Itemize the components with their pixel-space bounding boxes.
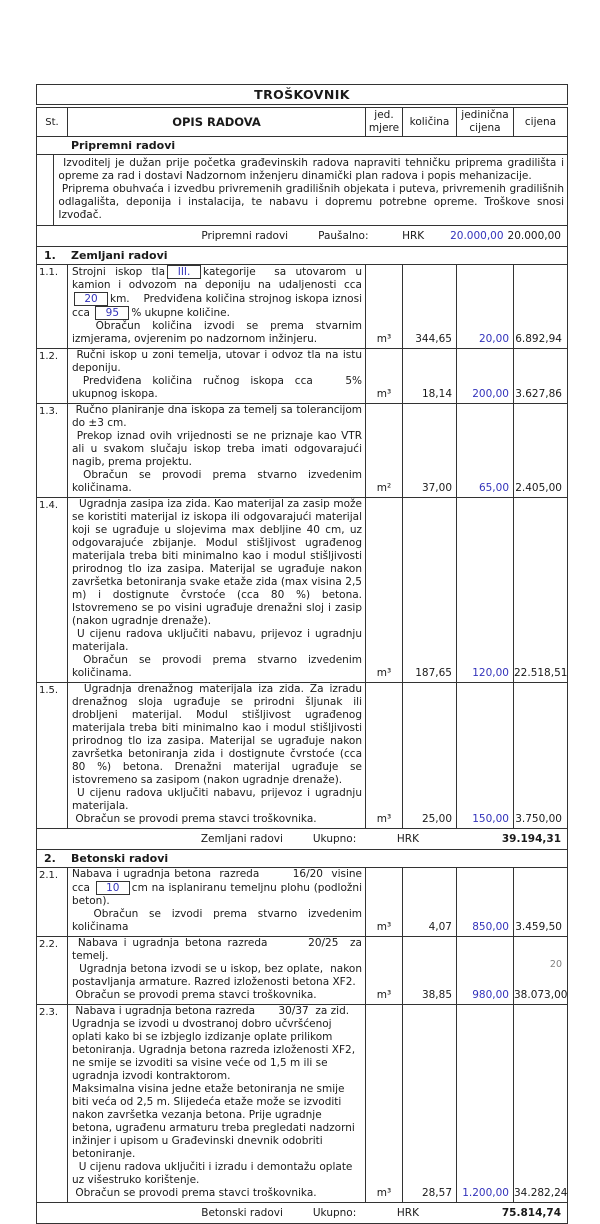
item-paragraph: Obračun se provodi prema stavci troškovnika.	[72, 1187, 317, 1199]
item-unit: m³	[365, 683, 402, 828]
col-header-quantity: količina	[402, 108, 456, 136]
item-paragraph: Prekop iznad ovih vrijednosti se ne priznaje kao VTR ali u svakom slučaju iskop treba imati odgovarajući nagib, prema projektu.	[72, 430, 366, 468]
item-unit-price: 20,00	[456, 265, 513, 348]
item-description	[67, 404, 365, 497]
item-unit: m³	[365, 868, 402, 936]
col-header-st: St.	[45, 116, 59, 128]
item-total-price: 22.518,51	[513, 498, 572, 682]
summary-currency: HRK	[396, 832, 419, 845]
item-paragraph: Nabava i ugradnja betona razreda 16/20 visine cca 10 cm na isplaniranu temeljnu plohu (podložni beton).	[72, 868, 366, 907]
item-number: 1.1.	[39, 267, 59, 278]
item-number: 1.2.	[39, 351, 59, 362]
item-row-2-2	[37, 936, 567, 1004]
item-paragraph: Obračun se provodi prema stvarno izvedenim količinama.	[72, 469, 366, 494]
col-header-unit: jed. mjere	[365, 108, 402, 136]
item-total-price: 2.405,00	[513, 404, 567, 497]
item-paragraph: Ručni iskop u zoni temelja, utovar i odvoz tla na istu deponiju.	[72, 349, 366, 374]
item-unit: m³	[365, 265, 402, 348]
section-header-betonski-radovi	[37, 849, 567, 867]
item-paragraph: Maksimalna visina jedne etaže betoniranja ne smije biti veća od 2,5 m. Slijedeća etaže može se izvoditi nakon završetka vezanja betona. Prije ugradnje betona, ugrađenu armaturu treba pregledati nadzorni inžinjer i upisom u Građevinski dnevnik odobriti betoniranje.	[72, 1083, 359, 1160]
item-paragraph: Ugradnja zasipa iza zida. Kao materijal za zasip može se koristiti materijal iz iskopa ili odgovarajući materijal koji se ugrađuje u slojevima max debljine 40 cm, uz odgovarajuće zbijanje. Modul stišljivost ugrađenog materijala treba biti minimalno kao i modul stišljivosti prirodnog tlo iza zasipa. Materijal se ugrađuje nakon završetka betoniranja svake etaže zida (max visina 2,5 m) i dostignute čvrstoće (cca 80 %) betona. Istovremeno se po visini ugrađuje drenažni sloj i zasip (nakon ugradnje drenaže).	[72, 498, 366, 627]
summary-currency: HRK	[402, 229, 425, 242]
item-paragraph: U cijenu radova uključiti i izradu i demontažu oplate uz višestruko korištenje.	[72, 1161, 356, 1186]
section-title: Zemljani radovi	[71, 249, 168, 262]
item-unit: m³	[365, 937, 402, 1004]
item-description	[67, 349, 379, 403]
item-description	[67, 868, 365, 936]
summary-total: 39.194,31	[501, 832, 561, 845]
summary-mode: Paušalno:	[318, 229, 369, 242]
cost-table	[36, 107, 568, 1224]
distance-km-field[interactable]: 20	[74, 292, 108, 306]
section-header-pripremni-radovi	[37, 136, 567, 154]
item-total-price: 34.282,24	[513, 1005, 572, 1202]
item-paragraph: Obračun količina izvodi se prema stvarnim izmjerama, ovjerenim po nadzornom inžinjeru.	[72, 320, 366, 345]
item-number: 1.5.	[39, 685, 59, 696]
section-number: 1.	[44, 249, 56, 262]
item-description	[67, 498, 365, 682]
item-quantity: 4,07	[402, 868, 456, 936]
section-number: 2.	[44, 852, 56, 865]
item-row-1-2	[37, 348, 567, 403]
col-header-opis-radova: OPIS RADOVA	[67, 108, 365, 136]
item-unit-price: 1.200,00	[456, 1005, 513, 1202]
item-paragraph: Ručno planiranje dna iskopa za temelj sa tolerancijom do ±3 cm.	[72, 404, 366, 429]
summary-row-pripremni	[37, 225, 567, 246]
item-total-price: 3.459,50	[513, 868, 567, 936]
item-quantity: 344,65	[402, 265, 456, 348]
item-total-price: 3.627,86	[513, 349, 567, 403]
table-header-row	[37, 108, 567, 136]
summary-label: Betonski radovi	[201, 1206, 283, 1219]
col-header-unit-price: jedinična cijena	[456, 108, 513, 136]
item-unit-price: 120,00	[456, 498, 513, 682]
section-title: Pripremni radovi	[71, 139, 176, 152]
summary-currency: HRK	[396, 1206, 419, 1219]
item-row-2-3	[37, 1004, 567, 1202]
item-number: 2.3.	[39, 1007, 59, 1018]
item-paragraph: Obračun se izvodi prema stvarno izvedenim količinama	[72, 908, 366, 933]
note-st-cell	[37, 155, 53, 225]
item-row-2-1	[37, 867, 567, 936]
item-number: 2.2.	[39, 939, 59, 950]
item-paragraph: Obračun se provodi prema stvarno izvedenim količinama.	[72, 654, 366, 679]
troskovnik-document	[36, 84, 568, 1224]
note-paragraph: Izvoditelj je dužan prije početka građevinskih radova napraviti tehničku priprema gradilišta i opreme za rad i dostavi Nadzornom inženjeru dinamički plan radova i popis mehanizacije.	[58, 157, 568, 182]
col-header-price: cijena	[513, 108, 567, 136]
page-number: 20	[549, 959, 562, 970]
document-title: TROŠKOVNIK	[36, 84, 568, 105]
item-paragraph: Strojni iskop tla III. kategorije sa utovarom u kamion i odvozom na deponiju na udaljenosti cca 20 km. Predviđena količina strojnog iskopa iznosi cca 95 % ukupne količine.	[72, 266, 369, 319]
summary-total: 75.814,74	[501, 1206, 561, 1219]
item-paragraph: Predviđena količina ručnog iskopa cca 5% ukupnog iskopa.	[72, 375, 379, 400]
summary-label: Zemljani radovi	[200, 832, 283, 845]
item-unit: m³	[365, 1005, 402, 1202]
summary-total: 20.000,00	[507, 229, 561, 242]
item-paragraph: Ugradnja betona izvodi se u iskop, bez oplate, nakon postavljanja armature. Razred izloženosti betona XF2.	[72, 963, 366, 988]
summary-label: Pripremni radovi	[201, 229, 289, 242]
item-unit: m³	[365, 498, 402, 682]
item-paragraph: U cijenu radova uključiti nabavu, prijevoz i ugradnju materijala.	[72, 628, 366, 653]
item-quantity: 187,65	[402, 498, 456, 682]
item-total-price: 6.892,94	[513, 265, 567, 348]
thickness-cm-field[interactable]: 10	[96, 881, 130, 895]
item-paragraph: Obračun se provodi prema stavci troškovnika.	[72, 813, 317, 825]
percent-field[interactable]: 95	[95, 306, 129, 320]
item-row-1-5	[37, 682, 567, 828]
item-description	[67, 1005, 365, 1202]
item-quantity: 37,00	[402, 404, 456, 497]
item-paragraph: Nabava i ugradnja betona razreda 20/25 za temelj.	[72, 937, 366, 962]
item-paragraph: Ugradnja drenažnog materijala iza zida. Za izradu drenažnog sloja ugrađuje se prirodni šljunak ili drobljeni materijal. Modul stišljivost ugrađenog materijala treba biti minimalno kao i modul stišljivosti prirodnog tlo iza zasipa. Materijal se ugrađuje nakon završetka betoniranja zida i dostignute čvrstoće (cca 80 %) betona. Drenažni materijal ugrađuje se istovremeno sa zasipom (nakon ugradnje drenaže).	[72, 683, 366, 786]
item-paragraph: U cijenu radova uključiti nabavu, prijevoz i ugradnju materijala.	[72, 787, 366, 812]
item-unit-price: 150,00	[456, 683, 513, 828]
item-quantity: 25,00	[402, 683, 456, 828]
item-paragraph: Obračun se provodi prema stavci troškovnika.	[72, 989, 317, 1001]
item-unit: m³	[365, 349, 402, 403]
item-total-price: 38.073,00	[513, 937, 572, 1004]
note-paragraph: Priprema obuhvaća i izvedbu privremenih gradilišnih objekata i puteva, privremenih gradilišnih odlagališta, deponija i instalacija, te nabavu i dopremu potrebne opreme. Troškove snosi Izvođač.	[58, 183, 568, 221]
item-unit-price: 850,00	[456, 868, 513, 936]
item-description	[67, 265, 369, 348]
section-title: Betonski radovi	[71, 852, 169, 865]
item-row-1-3	[37, 403, 567, 497]
item-paragraph: Ugradnja se izvodi u dvostranoj dobro učvršćenoj oplati kako bi se izbjeglo izdizanje oplate prilikom betoniranja. Ugradnja betona razreda izloženosti XF2, ne smije se izvoditi sa visine veće od 1,5 m ili se ugradnja izvodi kontraktorom.	[72, 1018, 359, 1082]
item-total-price: 3.750,00	[513, 683, 567, 828]
soil-category-field[interactable]: III.	[167, 265, 201, 279]
section-header-zemljani-radovi	[37, 246, 567, 264]
note-text	[53, 155, 567, 225]
item-quantity: 18,14	[402, 349, 456, 403]
item-quantity: 28,57	[402, 1005, 456, 1202]
item-row-1-1	[37, 264, 567, 348]
item-row-1-4	[37, 497, 567, 682]
summary-mode: Ukupno:	[312, 832, 357, 845]
item-number: 2.1.	[39, 870, 59, 881]
summary-row-betonski	[37, 1202, 567, 1223]
item-unit-price: 980,00	[456, 937, 513, 1004]
item-unit: m²	[365, 404, 402, 497]
item-unit-price: 65,00	[456, 404, 513, 497]
item-description	[67, 937, 365, 1004]
item-unit-price: 200,00	[456, 349, 513, 403]
item-paragraph: Nabava i ugradnja betona razreda 30/37 za zid.	[72, 1005, 350, 1017]
item-quantity: 38,85	[402, 937, 456, 1004]
pripremni-note-row	[37, 154, 567, 225]
summary-mode: Ukupno:	[312, 1206, 357, 1219]
item-number: 1.3.	[39, 406, 59, 417]
summary-row-zemljani	[37, 828, 567, 849]
summary-amount: 20.000,00	[450, 229, 504, 242]
item-number: 1.4.	[39, 500, 59, 511]
item-description	[67, 683, 365, 828]
